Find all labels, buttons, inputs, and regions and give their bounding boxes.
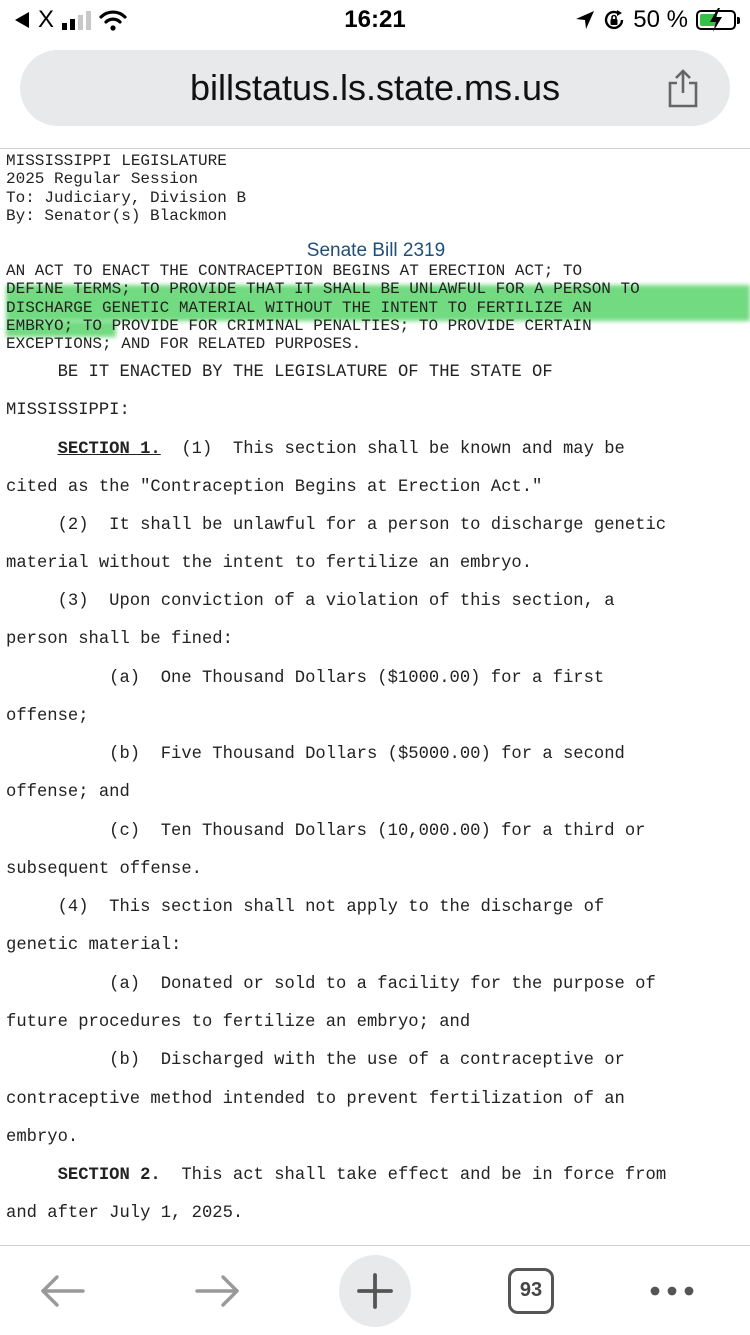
battery-charging-icon	[696, 10, 736, 30]
body-line: (a) One Thousand Dollars ($1000.00) for a first	[6, 669, 605, 688]
act-line: DEFINE TERMS; TO PROVIDE THAT IT SHALL BE UNLAWFUL FOR A PERSON TO	[6, 280, 640, 299]
act-line: EXCEPTIONS; AND FOR RELATED PURPOSES.	[6, 335, 362, 354]
tabs-button[interactable]	[506, 1246, 556, 1335]
status-right	[575, 4, 736, 36]
status-time: 16:21	[344, 6, 406, 33]
body-line: and after July 1, 2025.	[6, 1204, 244, 1223]
forward-button[interactable]	[186, 1246, 250, 1335]
carrier-label: X	[38, 6, 55, 33]
header-line: To: Judiciary, Division B	[6, 188, 247, 207]
act-summary	[6, 262, 750, 353]
new-tab-button[interactable]	[339, 1246, 411, 1335]
body-line: (b) Discharged with the use of a contraceptive or	[6, 1051, 625, 1070]
section-2-text: This act shall take effect and be in force from	[160, 1166, 667, 1185]
body-line: (3) Upon conviction of a violation of this section, a	[6, 592, 615, 611]
bill-header	[6, 152, 746, 225]
body-line: person shall be fined:	[6, 630, 233, 649]
section-2-label: SECTION 2.	[57, 1166, 161, 1185]
body-line: material without the intent to fertilize an embryo.	[6, 554, 533, 573]
body-line: cited as the "Contraception Begins at Erection Act."	[6, 478, 543, 497]
body-line: (b) Five Thousand Dollars ($5000.00) for a second	[6, 745, 625, 764]
body-line: contraceptive method intended to prevent fertilization of an	[6, 1090, 625, 1109]
header-line: By: Senator(s) Blackmon	[6, 206, 227, 225]
header-line: 2025 Regular Session	[6, 170, 199, 189]
section-1-label: SECTION 1.	[57, 440, 161, 459]
body-line: subsequent offense.	[6, 860, 202, 879]
url-text[interactable]: billstatus.ls.state.ms.us	[189, 67, 561, 108]
new-tab-plus-icon[interactable]	[339, 1255, 411, 1327]
more-icon[interactable]	[649, 1285, 695, 1297]
body-line: future procedures to fertilize an embryo; and	[6, 1013, 471, 1032]
battery-percent: 50 %	[633, 6, 688, 33]
enacting-clause: BE IT ENACTED BY THE LEGISLATURE OF THE STATE OF	[6, 363, 553, 382]
body-line: offense; and	[6, 783, 130, 802]
forward-icon[interactable]	[195, 1274, 241, 1308]
bottom-toolbar	[0, 1245, 750, 1335]
header-divider	[0, 148, 750, 149]
body-line: (4) This section shall not apply to the discharge of	[6, 898, 605, 917]
header-line: MISSISSIPPI LEGISLATURE	[6, 152, 227, 170]
body-line: (2) It shall be unlawful for a person to discharge genetic	[6, 516, 667, 535]
tab-count: 93	[519, 1279, 543, 1301]
section-1-line	[6, 439, 625, 461]
body-line: genetic material:	[6, 936, 182, 955]
body-line: (c) Ten Thousand Dollars (10,000.00) for a third or	[6, 822, 646, 841]
enacting-clause: MISSISSIPPI:	[6, 401, 130, 420]
address-bar[interactable]	[20, 50, 730, 126]
tabs-icon[interactable]	[508, 1268, 554, 1314]
more-button[interactable]	[640, 1246, 704, 1335]
body-line: embryo.	[6, 1128, 79, 1147]
bill-title: Senate Bill 2319	[306, 240, 446, 261]
back-icon[interactable]	[39, 1274, 85, 1308]
section-2-line	[6, 1165, 666, 1187]
body-line: (a) Donated or sold to a facility for the purpose of	[6, 975, 656, 994]
section-1-text: (1) This section shall be known and may be	[160, 440, 625, 459]
act-line: DISCHARGE GENETIC MATERIAL WITHOUT THE INTENT TO FERTILIZE AN	[6, 298, 592, 317]
back-button[interactable]	[30, 1246, 94, 1335]
orientation-lock-icon	[603, 9, 625, 31]
body-line: offense;	[6, 707, 89, 726]
status-bar	[0, 0, 750, 40]
share-icon[interactable]	[666, 68, 700, 108]
location-arrow-icon	[575, 10, 595, 30]
bill-document	[6, 152, 746, 1223]
act-line: EMBRYO; TO PROVIDE FOR CRIMINAL PENALTIES; TO PROVIDE CERTAIN	[6, 316, 592, 335]
act-line: AN ACT TO ENACT THE CONTRACEPTION BEGINS AT ERECTION ACT; TO	[6, 262, 583, 280]
